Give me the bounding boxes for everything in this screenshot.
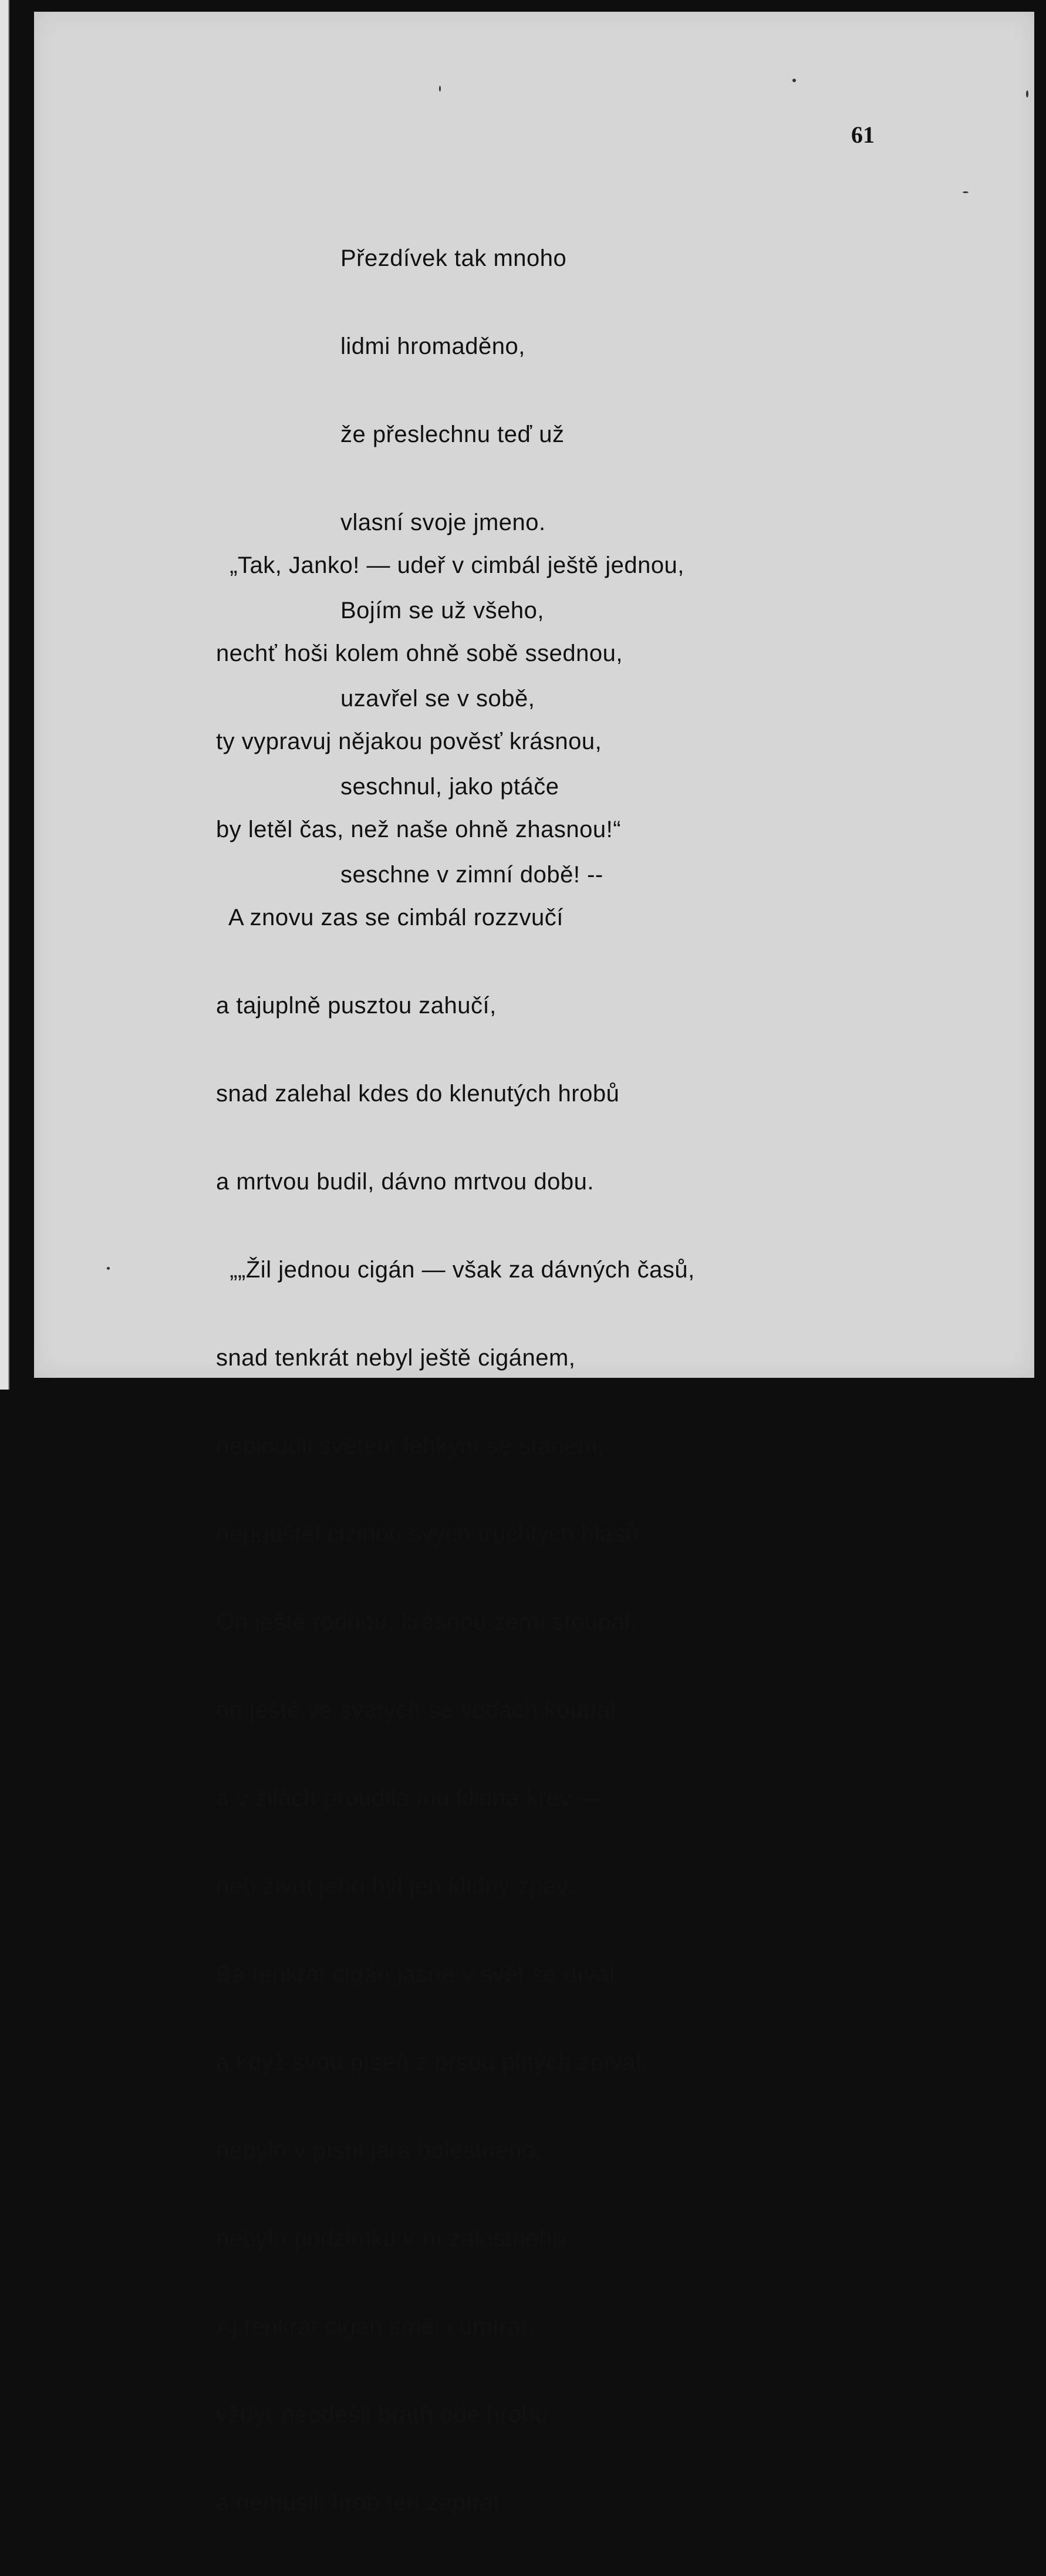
- poem-line: snad tenkrát nebyl ještě cigánem,: [216, 1345, 576, 1371]
- poem-line: uzavřel se v sobě,: [340, 686, 535, 712]
- book-page: [34, 12, 1034, 2516]
- poem-line: a mrtvou budil, dávno mrtvou dobu.: [216, 1169, 595, 1195]
- poem-line: A znovu zas se cimbál rozzvučí: [216, 905, 564, 930]
- poem-line: nebylo v písni jara bolestného,: [216, 2137, 542, 2163]
- poem-line: a v žilách proudila mu klidná krev —: [216, 1785, 603, 1811]
- poem-line: vždyť neodešli bratři ode hrobu: [216, 2402, 549, 2427]
- poem-line: a když svou píseň z prsou plných zpíval,: [216, 2049, 648, 2075]
- poem-line: vlasní svoje jmeno.: [340, 510, 546, 535]
- poem-line: neb život jeho byl jen klidný zpěv.: [216, 1873, 573, 1899]
- poem-line: seschne v zimní době! --: [340, 862, 603, 888]
- poem-line: „„Žil jednou cigán — však za dávných časů,: [216, 1257, 695, 1283]
- poem-line: Ba tenkrát cigán jasně v svět se díval,: [216, 1961, 622, 1987]
- poem-line: snad zalehal kdes do klenutých hrobů: [216, 1081, 620, 1107]
- poem-line: Bojím se už všeho,: [340, 598, 544, 623]
- poem-line: seschnul, jako ptáče: [340, 774, 559, 800]
- poem-line: Aj tenkrát cigán směl i umírat,: [216, 2314, 535, 2339]
- poem-line: ty vypravuj nějakou pověsť krásnou,: [216, 729, 602, 754]
- scan-speck: [1026, 90, 1028, 97]
- poem-line: nebloudil světem lehkým se stanem,: [216, 1433, 605, 1459]
- scan-speck: [107, 1267, 110, 1270]
- poem-line: On ještě rodnou, krásnou zemí stoupal,: [216, 1609, 637, 1635]
- poem-line: nebylo podzimku v ní žalostného.: [216, 2226, 573, 2251]
- poem-line: že přeslechnu teď už: [340, 422, 565, 447]
- poem-stanza-2: [216, 492, 695, 2576]
- scan-speck: [439, 86, 441, 92]
- page-number: 61: [851, 122, 875, 148]
- scan-speck: [792, 79, 796, 82]
- poem-line: a nemusili hrob ten zapírat: [216, 2490, 501, 2516]
- poem-line: Přezdívek tak mnoho: [340, 245, 567, 271]
- poem-line: on ještě ve svatých se vodách koupal: [216, 1697, 616, 1723]
- adjacent-page-edge: [0, 0, 9, 1390]
- poem-line: nepouštěl cizinou svých truchlých hlasů.: [216, 1521, 646, 1547]
- poem-line: „Tak, Janko! — udeř v cimbál ještě jednou,: [216, 552, 684, 578]
- poem-line: nechť hoši kolem ohně sobě ssednou,: [216, 640, 623, 666]
- poem-line: lidmi hromaděno,: [340, 333, 525, 359]
- poem-line: a tajuplně pusztou zahučí,: [216, 993, 497, 1019]
- scan-speck: [963, 191, 969, 193]
- poem-line: by letěl čas, než naše ohně zhasnou!“: [216, 817, 622, 842]
